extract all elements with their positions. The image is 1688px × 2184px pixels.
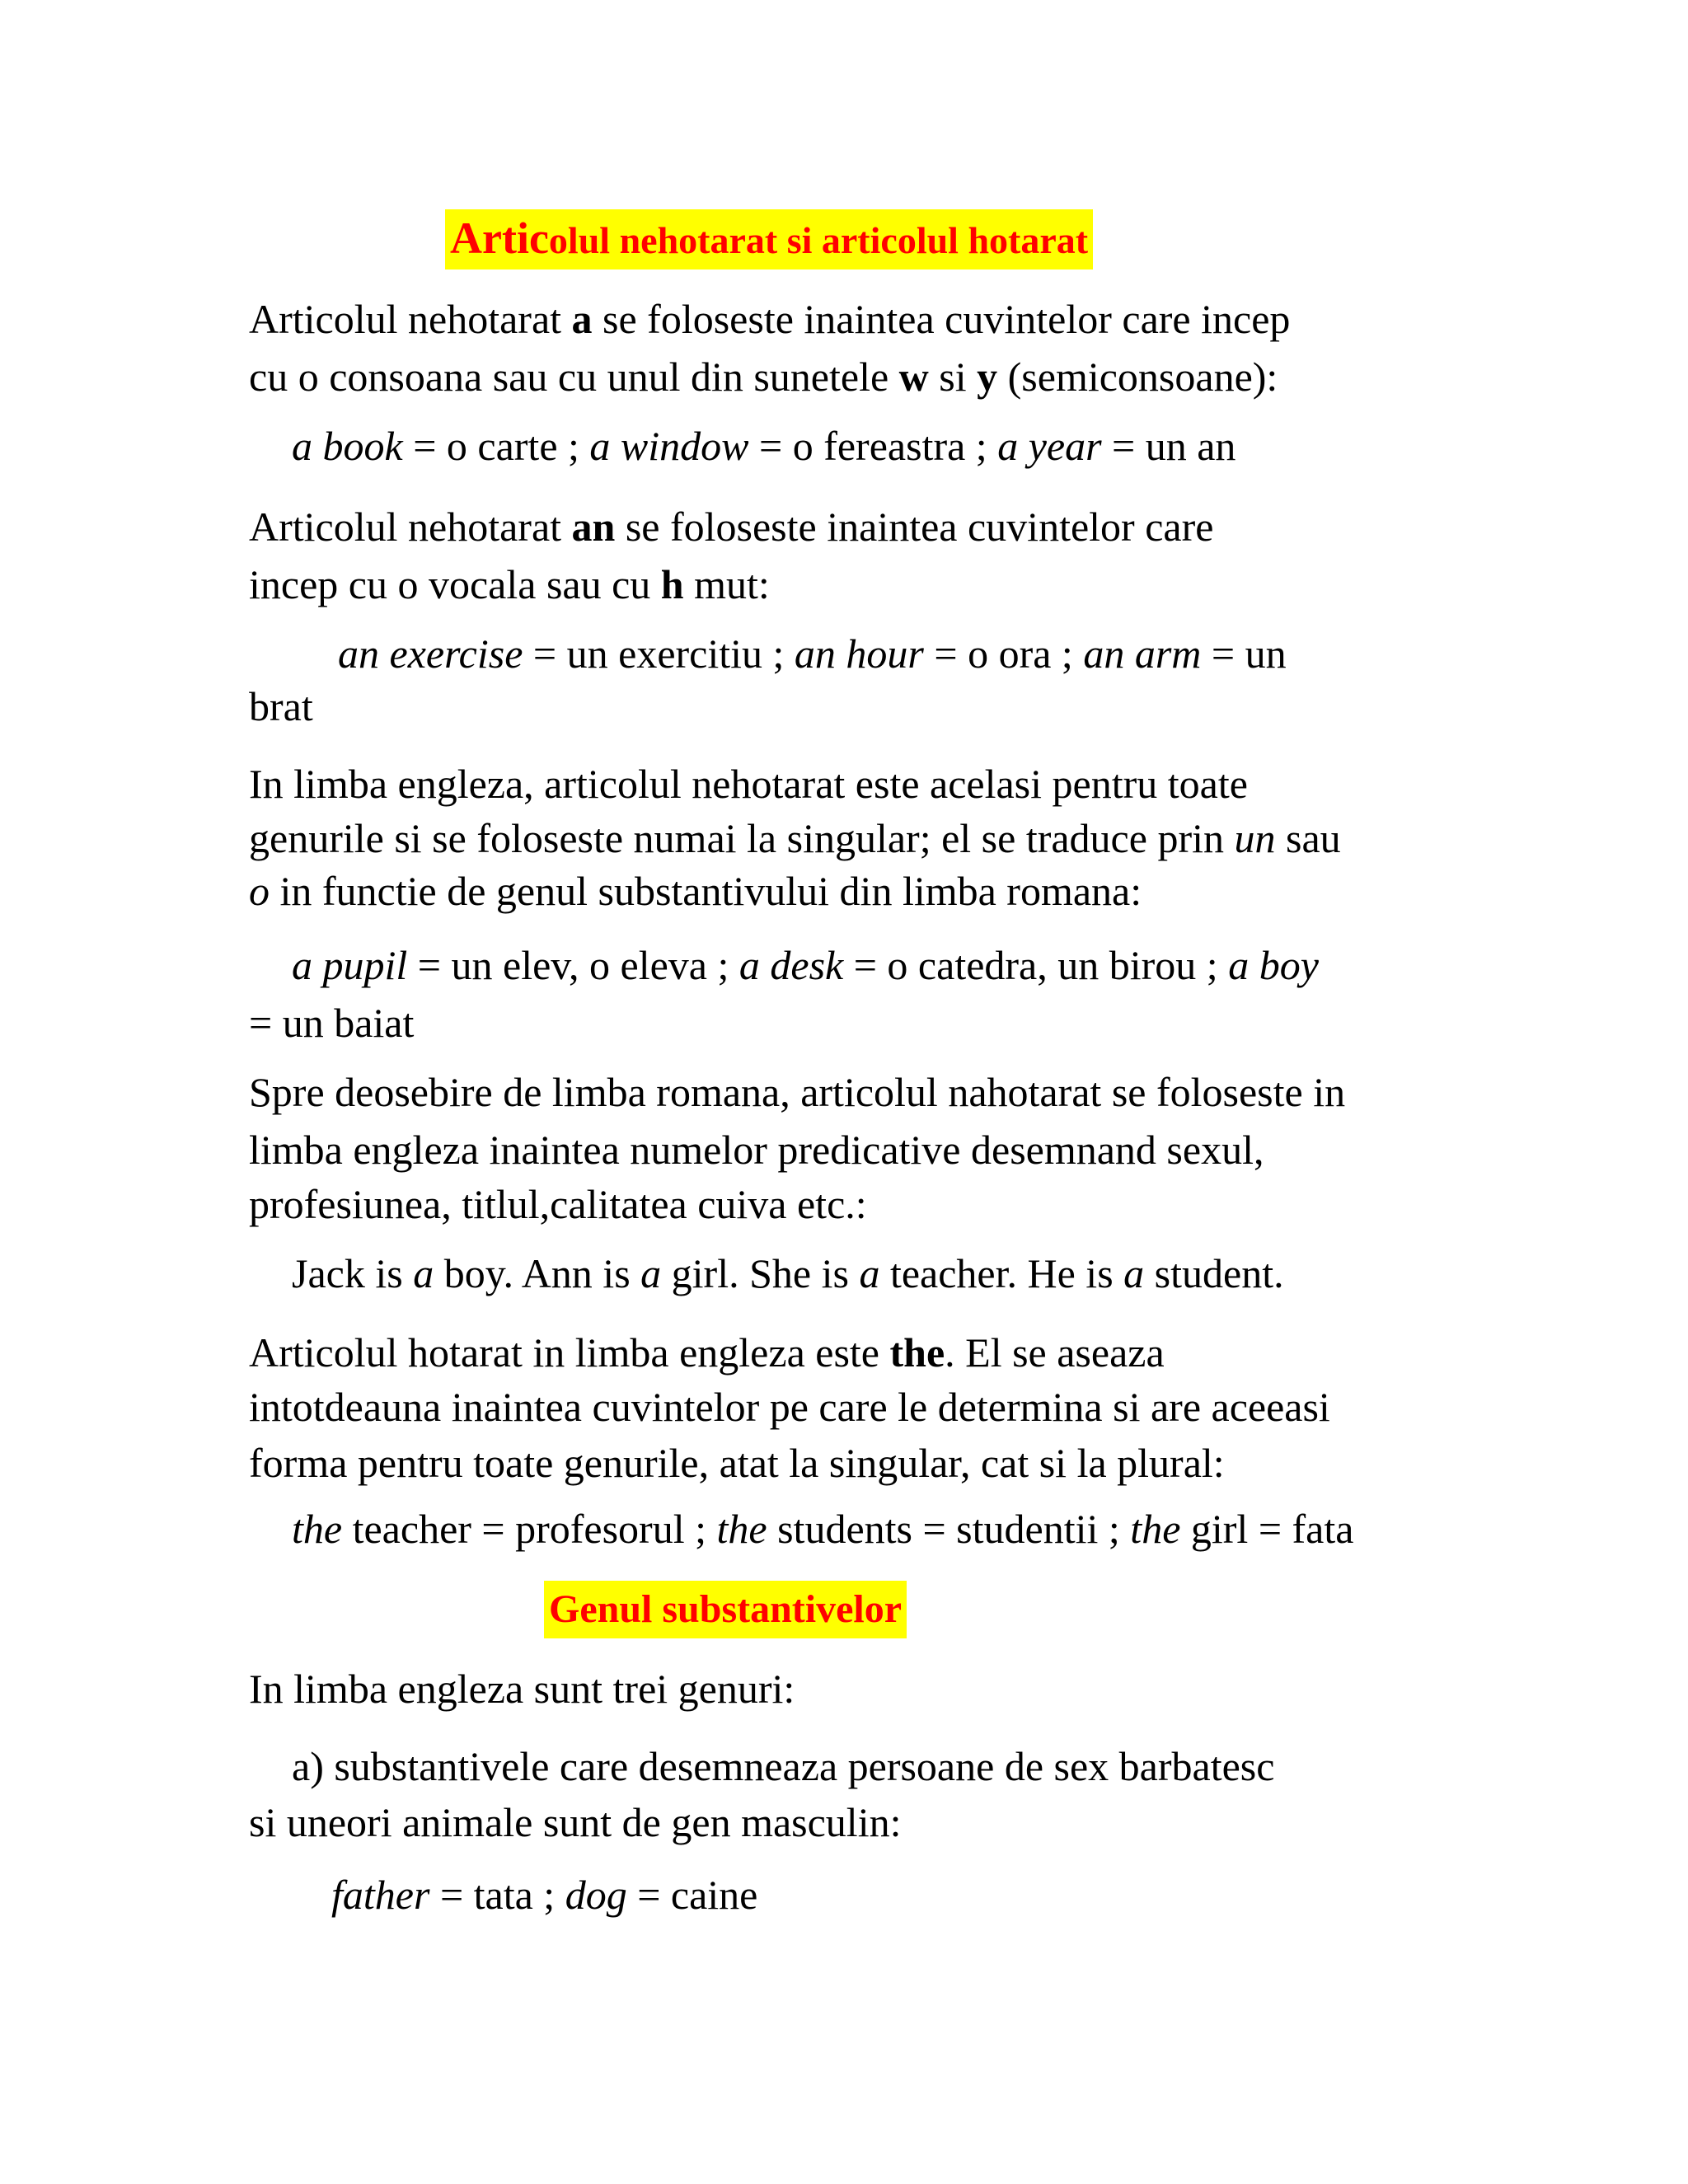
paragraph-line: si uneori animale sunt de gen masculin: <box>249 1799 902 1845</box>
paragraph-line: Articolul hotarat in limba engleza este the. El se aseaza <box>249 1329 1165 1376</box>
section-heading-articles: Articolul nehotarat si articolul hotarat <box>445 209 1093 269</box>
paragraph-line: Articolul nehotarat a se foloseste inaintea cuvintelor care incep <box>249 296 1291 342</box>
example-line: the teacher = profesorul ; the students = studentii ; the girl = fata <box>292 1506 1354 1552</box>
paragraph-line: profesiunea, titlul,calitatea cuiva etc.: <box>249 1181 867 1227</box>
paragraph-line: forma pentru toate genurile, atat la singular, cat si la plural: <box>249 1440 1225 1486</box>
example-line-continuation: = un baiat <box>249 1000 415 1046</box>
example-line: a pupil = un elev, o eleva ; a desk = o catedra, un birou ; a boy <box>292 942 1319 988</box>
example-line: an exercise = un exercitiu ; an hour = o ora ; an arm = un <box>338 630 1287 677</box>
paragraph-line: a) substantivele care desemneaza persoane de sex barbatesc <box>292 1743 1275 1789</box>
paragraph-line: Articolul nehotarat an se foloseste inaintea cuvintelor care <box>249 504 1214 550</box>
paragraph-line: genurile si se foloseste numai la singular; el se traduce prin un sau <box>249 815 1341 861</box>
paragraph-line: In limba engleza sunt trei genuri: <box>249 1666 795 1712</box>
paragraph-line: o in functie de genul substantivului din limba romana: <box>249 868 1142 914</box>
paragraph-line: limba engleza inaintea numelor predicative desemnand sexul, <box>249 1127 1264 1173</box>
example-line-continuation: brat <box>249 683 313 729</box>
paragraph-line: In limba engleza, articolul nehotarat este acelasi pentru toate <box>249 761 1248 807</box>
paragraph-line: intotdeauna inaintea cuvintelor pe care le determina si are aceeasi <box>249 1384 1330 1430</box>
paragraph-line: incep cu o vocala sau cu h mut: <box>249 561 770 607</box>
paragraph-line: Spre deosebire de limba romana, articolul nahotarat se foloseste in <box>249 1069 1346 1115</box>
example-line: a book = o carte ; a window = o fereastra ; a year = un an <box>292 423 1236 469</box>
paragraph-line: cu o consoana sau cu unul din sunetele w si y (semiconsoane): <box>249 354 1278 400</box>
example-line: father = tata ; dog = caine <box>331 1872 758 1918</box>
example-line: Jack is a boy. Ann is a girl. She is a teacher. He is a student. <box>292 1250 1284 1296</box>
section-heading-noun-gender: Genul substantivelor <box>544 1581 907 1638</box>
